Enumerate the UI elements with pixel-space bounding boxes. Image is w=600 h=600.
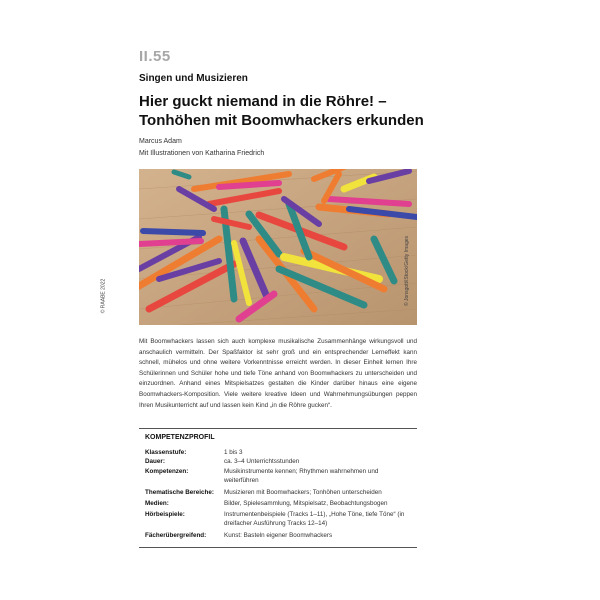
row-label: Dauer: [145, 458, 165, 465]
tube-pink-1 [139, 241, 201, 244]
document-title: Hier guckt niemand in die Röhre! – Tonhöhen mit Boomwhackers erkunden [139, 93, 424, 129]
category-label: Singen und Musizieren [139, 73, 248, 84]
row-label: Thematische Bereiche: [145, 489, 214, 496]
intro-paragraph: Mit Boomwhackers lassen sich auch komplexe musikalische Zusammenhänge wirkungsvoll und anschaulich vermitteln. Der Spaßfaktor ist sehr groß und ein entsprechender Lerneffekt kann schnell, mühelos und ohne weitere Vorkenntnisse erreicht werden. In dieser Einheit lernen Ihre Schülerinnen und Schüler hohe und tiefe Töne anhand von Boomwhackers zu unterscheiden und einzuordnen. Anhand eines Mitspielsatzes gestalten die Kinder darüber hinaus eine eigene Boomwhackers-Komposition. Viele weitere kreative Ideen und Wahrnehmungsübungen peppen Ihren Musikunterricht auf und lassen kein Kind „in die Röhre gucken“. [139, 338, 417, 409]
tube-blue-1 [143, 231, 203, 233]
boomwhackers-illustration [139, 169, 417, 325]
row-value: Bilder, Spielesammlung, Mitspielsatz, Beobachtungsbogen [224, 500, 388, 507]
competence-profile-box [139, 428, 417, 548]
boomwhackers-photo [139, 169, 417, 325]
section-number: II.55 [139, 48, 171, 65]
photo-credit: © Jonsgott/iStock/Getty Images [404, 235, 411, 307]
row-value: Musikinstrumente kennen; Rhythmen wahrnehmen und weiterführen [224, 468, 379, 484]
row-value: Instrumentenbeispiele (Tracks 1–11), „Hohe Töne, tiefe Töne“ (in dreifacher Ausführung Tracks 12–14) [224, 511, 405, 527]
row-value: Musizieren mit Boomwhackers; Tonhöhen unterscheiden [224, 489, 382, 496]
row-label: Kompetenzen: [145, 468, 189, 475]
row-label: Medien: [145, 500, 169, 507]
tube-pink-3 [219, 183, 279, 187]
row-value: ca. 3–4 Unterrichtsstunden [224, 458, 300, 465]
copyright-notice: © RAABE 2022 [100, 278, 107, 314]
row-value: 1 bis 3 [224, 449, 243, 456]
competence-heading: KOMPETENZPROFIL [145, 434, 215, 441]
author-name: Marcus Adam [139, 138, 182, 145]
row-label: Klassenstufe: [145, 449, 187, 456]
row-label: Fächerübergreifend: [145, 532, 207, 539]
row-label: Hörbeispiele: [145, 511, 185, 518]
illustrator-credit: Mit Illustrationen von Katharina Friedrich [139, 150, 265, 157]
row-value: Kunst: Basteln eigener Boomwhackers [224, 532, 333, 539]
